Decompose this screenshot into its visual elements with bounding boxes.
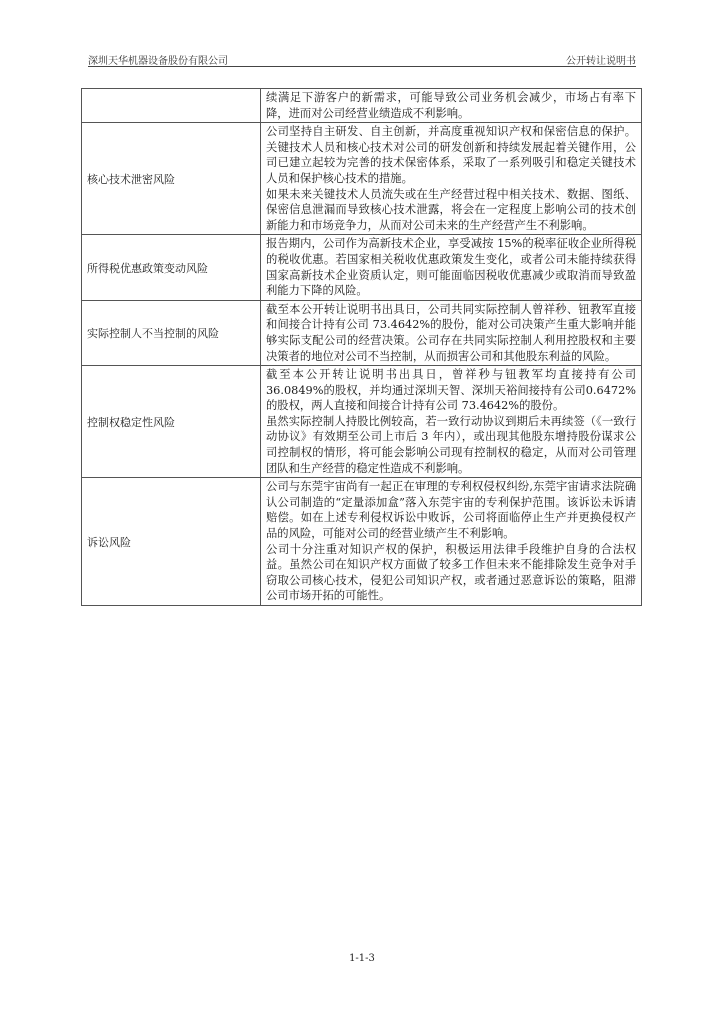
risk-category-cell: 核心技术泄密风险: [82, 123, 261, 235]
risk-description-paragraph: 截至本公开转让说明书出具日，曾祥秒与钮教军均直接持有公司36.0849%的股权，并均通过深圳天智、深圳天裕间接持有公司0.6472%的股权，两人直接和间接合计持有公司 73.4642%的股份。: [266, 368, 636, 413]
risk-description-paragraph: 虽然实际控制人持股比例较高，若一致行动协议到期后未再续签（《一致行动协议》有效期至公司上市后 3 年内），或出现其他股东增持股份谋求公司控制权的情形，将可能会影响公司现有控制权的稳定，从而对公司管理团队和生产经营的稳定性造成不利影响。: [266, 414, 636, 475]
table-row: [82, 300, 642, 365]
table-row: [82, 123, 642, 235]
risk-category-cell: [82, 89, 261, 123]
risk-category-cell: 控制权稳定性风险: [82, 366, 261, 478]
risk-description-cell: [261, 478, 642, 606]
page-header: [88, 52, 636, 66]
risk-factors-table: [81, 88, 642, 606]
risk-description-paragraph: 截至本公开转让说明书出具日，公司共同实际控制人曾祥秒、钮教军直接和间接合计持有公司 73.4642%的股份，能对公司决策产生重大影响并能够实际支配公司的经营决策。公司存在共同实际控制人利用控股权和主要决策者的地位对公司不当控制，从而损害公司和其他股东利益的风险。: [266, 302, 636, 363]
risk-category-cell: 实际控制人不当控制的风险: [82, 300, 261, 365]
table-row: [82, 478, 642, 606]
risk-description-paragraph: 续满足下游客户的新需求，可能导致公司业务机会减少，市场占有率下降，进而对公司经营业绩造成不利影响。: [266, 91, 636, 120]
risk-description-paragraph: 如果未来关键技术人员流失或在生产经营过程中相关技术、数据、图纸、保密信息泄漏而导致核心技术泄露，将会在一定程度上影响公司的技术创新能力和市场竞争力，从而对公司未来的生产经营产生不利影响。: [266, 187, 636, 232]
page-number: 1-1-3: [349, 953, 375, 964]
risk-description-paragraph: 报告期内，公司作为高新技术企业，享受减按 15%的税率征收企业所得税的税收优惠。若国家相关税收优惠政策发生变化，或者公司未能持续获得国家高新技术企业资质认定，则可能面临因税收优惠减少或取消而导致盈利能力下降的风险。: [266, 237, 636, 298]
header-company-name: 深圳天华机器设备股份有限公司: [88, 56, 228, 67]
risk-category-cell: 所得税优惠政策变动风险: [82, 235, 261, 300]
risk-description-cell: [261, 123, 642, 235]
risk-description-cell: [261, 235, 642, 300]
risk-category-cell: 诉讼风险: [82, 478, 261, 606]
table-row: [82, 366, 642, 478]
risk-description-paragraph: 公司坚持自主研发、自主创新，并高度重视知识产权和保密信息的保护。关键技术人员和核心技术对公司的研发创新和持续发展起着关键作用，公司已建立起较为完善的技术保密体系，采取了一系列吸引和稳定关键技术人员和保护核心技术的措施。: [266, 125, 636, 185]
risk-description-cell: [261, 366, 642, 478]
header-divider: [88, 66, 636, 67]
table-row: [82, 89, 642, 123]
header-document-title: 公开转让说明书: [566, 56, 636, 67]
risk-description-cell: [261, 89, 642, 123]
risk-description-paragraph: 公司与东莞宇宙尚有一起正在审理的专利权侵权纠纷,东莞宇宙请求法院确认公司制造的“定量添加盒”落入东莞宇宙的专利保护范围。该诉讼未诉请赔偿。如在上述专利侵权诉讼中败诉，公司将面临停止生产并更换侵权产品的风险，可能对公司的经营业绩产生不利影响。: [266, 480, 636, 541]
risk-description-paragraph: 公司十分注重对知识产权的保护，积极运用法律手段维护自身的合法权益。虽然公司在知识产权方面做了较多工作但未来不能排除发生竞争对手窃取公司核心技术，侵犯公司知识产权，或者通过恶意诉讼的策略，阻滞公司市场开拓的可能性。: [266, 542, 636, 603]
table-row: [82, 235, 642, 300]
risk-description-cell: [261, 300, 642, 365]
